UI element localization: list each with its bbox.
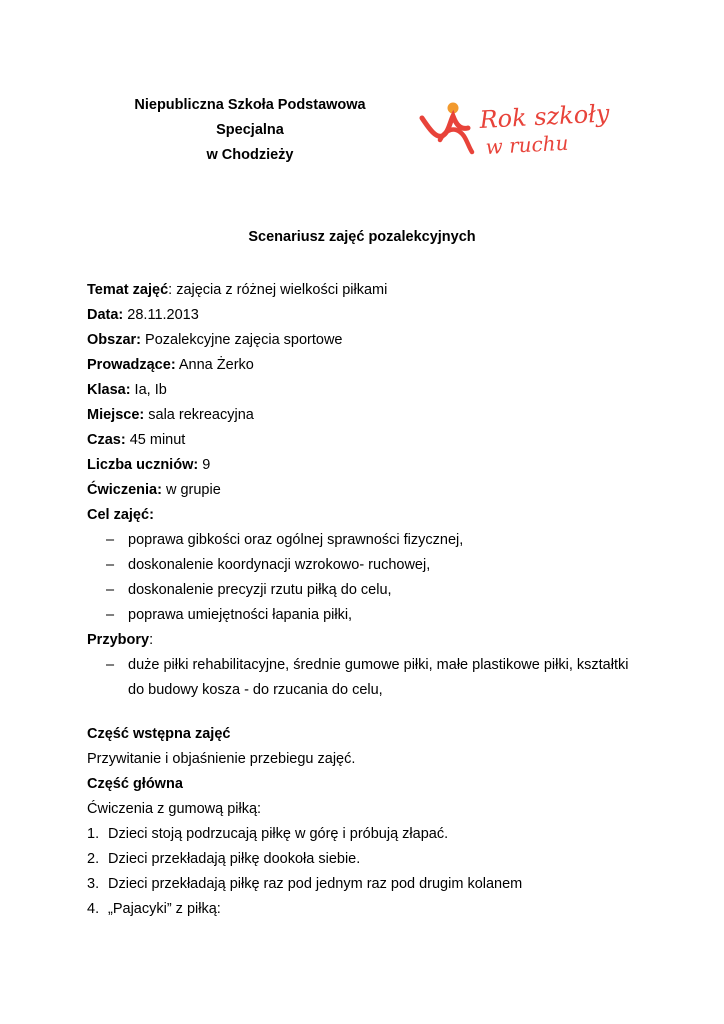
field-label: Klasa: — [87, 382, 131, 398]
section-spacer — [87, 703, 667, 722]
step-number: 2. — [87, 851, 100, 867]
field-value: Ia, Ib — [130, 382, 167, 398]
field-label: Ćwiczenia: — [87, 482, 162, 498]
logo-figure-legs — [440, 130, 472, 152]
field-label: Liczba uczniów: — [87, 457, 199, 473]
field-value: sala rekreacyjna — [144, 407, 254, 423]
field-date — [87, 303, 667, 328]
equipment-heading — [87, 628, 667, 653]
field-topic — [87, 278, 667, 303]
exercise-step — [87, 897, 667, 922]
field-value: Anna Żerko — [175, 357, 254, 373]
step-text: Dzieci stoją podrzucają piłkę w górę i próbują złapać. — [108, 826, 449, 842]
field-place — [87, 403, 667, 428]
step-text: Dzieci przekładają piłkę dookoła siebie. — [108, 851, 361, 867]
field-value: zajęcia z różnej wielkości piłkami — [172, 282, 388, 298]
school-name-line1: Niepubliczna Szkoła Podstawowa — [134, 97, 366, 113]
goal-item: – doskonalenie precyzji rzutu piłką do celu, — [87, 578, 667, 603]
goal-item: – poprawa umiejętności łapania piłki, — [87, 603, 667, 628]
rok-szkoly-w-ruchu-logo — [416, 96, 611, 160]
step-text: „Pajacyki” z piłką: — [108, 901, 221, 917]
field-area — [87, 328, 667, 353]
goal-item: – doskonalenie koordynacji wzrokowo- ruchowej, — [87, 553, 667, 578]
field-student-count — [87, 453, 667, 478]
exercise-step — [87, 872, 667, 897]
field-value: 45 minut — [125, 432, 186, 448]
logo-text-line2: w ruchu — [485, 130, 570, 159]
main-heading: Część główna — [87, 776, 183, 792]
lesson-details — [87, 278, 667, 922]
field-value: w grupie — [161, 482, 221, 498]
field-label: Data: — [87, 307, 124, 323]
goal-item: – poprawa gibkości oraz ogólnej sprawności fizycznej, — [87, 528, 667, 553]
field-label: Czas: — [87, 432, 126, 448]
equipment-item-line1: – duże piłki rehabilitacyjne, średnie gumowe piłki, małe plastikowe piłki, kształtki — [128, 657, 629, 673]
main-subheading: Ćwiczenia z gumową piłką: — [87, 801, 262, 817]
step-number: 3. — [87, 876, 100, 892]
field-time — [87, 428, 667, 453]
logo-text-line1: Rok szkoły — [478, 99, 611, 134]
field-exercises — [87, 478, 667, 503]
field-label: Miejsce: — [87, 407, 145, 423]
school-name-line3: w Chodzieży — [206, 147, 294, 163]
step-text: Dzieci przekładają piłkę raz pod jednym raz pod drugim kolanem — [108, 876, 523, 892]
equipment-heading-label: Przybory — [87, 632, 150, 648]
school-name-line2: Specjalna — [216, 122, 284, 138]
goals-heading: Cel zajęć: — [87, 507, 154, 523]
step-number: 1. — [87, 826, 100, 842]
step-number: 4. — [87, 901, 100, 917]
intro-heading: Część wstępna zajęć — [87, 726, 231, 742]
document-title: Scenariusz zajęć pozalekcyjnych — [248, 229, 476, 245]
equipment-item — [87, 653, 667, 703]
field-label: Obszar: — [87, 332, 141, 348]
field-value: 28.11.2013 — [123, 307, 199, 323]
field-sep: : — [168, 282, 173, 298]
field-class — [87, 378, 667, 403]
school-name — [70, 93, 430, 168]
field-value: 9 — [198, 457, 211, 473]
exercise-step — [87, 822, 667, 847]
field-teachers — [87, 353, 667, 378]
equipment-item-line2: do budowy kosza - do rzucania do celu, — [128, 682, 383, 698]
field-label: Temat zajęć — [87, 282, 169, 298]
field-value: Pozalekcyjne zajęcia sportowe — [141, 332, 343, 348]
intro-text: Przywitanie i objaśnienie przebiegu zajęć. — [87, 751, 356, 767]
equipment-heading-sep: : — [149, 632, 154, 648]
field-label: Prowadzące: — [87, 357, 176, 373]
exercise-step — [87, 847, 667, 872]
